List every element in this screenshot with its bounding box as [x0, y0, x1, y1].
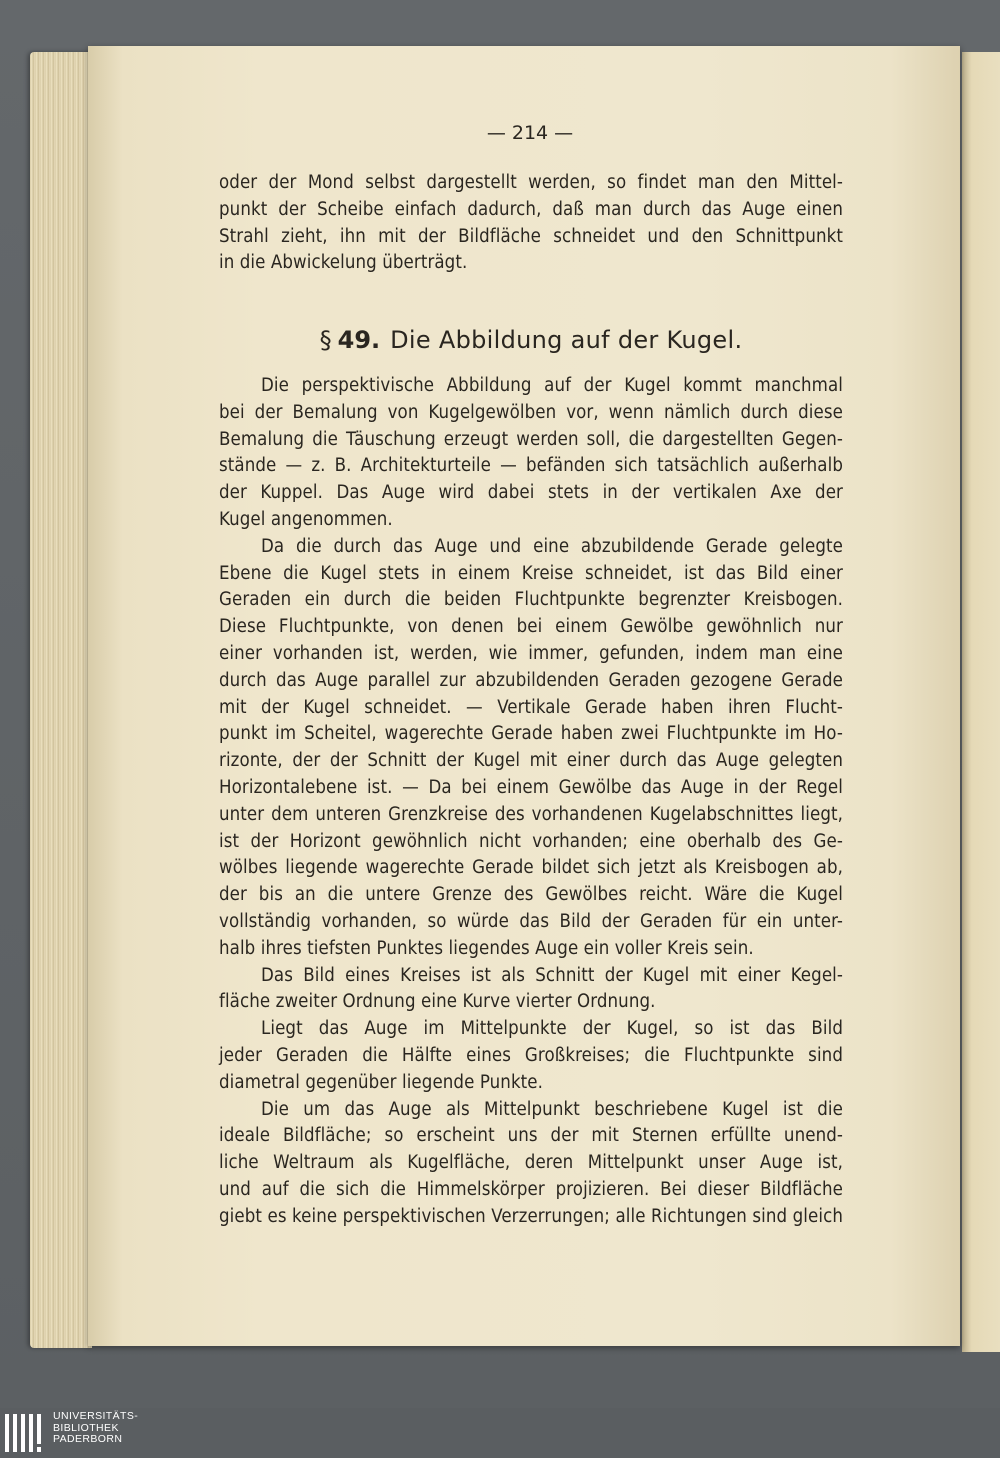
text-line: Strahl zieht, ihn mit der Bildfläche schneidet und den Schnittpunkt — [219, 225, 843, 247]
text-line: punkt der Scheibe einfach dadurch, daß man durch das Auge einen — [219, 198, 843, 220]
top-paragraph — [219, 170, 843, 277]
library-logo-icon — [5, 1414, 45, 1452]
text-line: der bis an die untere Grenze des Gewölbes reicht. Wäre die Kugel — [219, 884, 843, 906]
logo-line: BIBLIOTHEK — [53, 1421, 119, 1434]
text-line: bei der Bemalung von Kugelgewölben vor, wenn nämlich durch diese — [219, 401, 843, 423]
text-line: diametral gegenüber liegende Punkte. — [219, 1071, 544, 1093]
text-line: jeder Geraden die Hälfte eines Großkreises; die Fluchtpunkte sind — [219, 1044, 843, 1066]
text-line: mit der Kugel schneidet. — Vertikale Gerade haben ihren Flucht- — [219, 696, 843, 718]
text-line: stände — z. B. Architekturteile — befänden sich tatsächlich außerhalb — [219, 455, 843, 477]
facing-page-edge — [962, 52, 1000, 1352]
text-line: Da die durch das Auge und eine abzubildende Gerade gelegte — [261, 535, 843, 557]
text-line: Die perspektivische Abbildung auf der Kugel kommt manchmal — [261, 375, 843, 396]
text-line: halb ihres tiefsten Punktes liegendes Auge ein voller Kreis sein. — [219, 937, 754, 959]
section-title: Die Abbildung auf der Kugel. — [390, 326, 743, 354]
text-line: Horizontalebene ist. — Da bei einem Gewölbe das Auge in der Regel — [219, 776, 843, 798]
text-line: unter dem unteren Grenzkreise des vorhandenen Kugelabschnittes liegt, — [219, 803, 843, 825]
body-text — [219, 373, 843, 1231]
text-line: rizonte, der der Schnitt der Kugel mit einer durch das Auge gelegten — [219, 750, 843, 772]
text-line: ideale Bildfläche; so erscheint uns der mit Sternen erfüllte unend- — [219, 1125, 843, 1147]
text-line: punkt im Scheitel, wagerechte Gerade haben zwei Fluchtpunkte im Ho- — [219, 723, 843, 745]
text-line: liche Weltraum als Kugelfläche, deren Mittelpunkt unser Auge ist, — [219, 1152, 843, 1174]
section-sign: § — [319, 326, 332, 354]
text-line: Kugel angenommen. — [219, 508, 393, 530]
text-line: Ebene die Kugel stets in einem Kreise schneidet, ist das Bild einer — [219, 562, 843, 584]
text-line: vollständig vorhanden, so würde das Bild der Geraden für ein unter- — [219, 910, 843, 932]
text-line: Bemalung die Täuschung erzeugt werden soll, die dargestellten Gegen- — [219, 428, 843, 450]
section-number: 49. — [337, 326, 381, 354]
text-line: einer vorhanden ist, werden, wie immer, gefunden, indem man eine — [219, 642, 843, 664]
library-footer-bar — [0, 1408, 1000, 1458]
logo-line: PADERBORN — [53, 1433, 123, 1445]
text-line: Diese Fluchtpunkte, von denen bei einem Gewölbe gewöhnlich nur — [219, 616, 843, 638]
text-line: oder der Mond selbst dargestellt werden, so findet man den Mittel- — [219, 172, 843, 193]
text-line: Geraden ein durch die beiden Fluchtpunkte begrenzter Kreisbogen. — [219, 589, 843, 611]
text-line: Die um das Auge als Mittelpunkt beschriebene Kugel ist die — [261, 1098, 843, 1120]
text-line: wölbes liegende wagerechte Gerade bildet sich jetzt als Kreisbogen ab, — [219, 857, 843, 879]
text-line: und auf die sich die Himmelskörper projizieren. Bei dieser Bildfläche — [219, 1178, 843, 1200]
text-line: Liegt das Auge im Mittelpunkte der Kugel, so ist das Bild — [261, 1018, 843, 1040]
library-logo-text — [53, 1411, 138, 1446]
text-line: in die Abwickelung überträgt. — [219, 252, 468, 274]
text-line: fläche zweiter Ordnung eine Kurve vierter Ordnung. — [219, 991, 656, 1013]
text-line: durch das Auge parallel zur abzubildenden Geraden gezogene Gerade — [219, 669, 843, 691]
text-line: ist der Horizont gewöhnlich nicht vorhanden; eine oberhalb des Ge- — [219, 830, 843, 852]
book-page-edges — [30, 52, 92, 1348]
text-line: der Kuppel. Das Auge wird dabei stets in der vertikalen Axe der — [219, 482, 843, 504]
logo-line: UNIVERSITÄTS- — [53, 1410, 139, 1422]
text-line: Das Bild eines Kreises ist als Schnitt der Kugel mit einer Kegel- — [261, 964, 843, 986]
section-heading — [219, 326, 843, 354]
page-number: — 214 — — [486, 122, 574, 144]
text-line: giebt es keine perspektivischen Verzerrungen; alle Richtungen sind gleich — [219, 1205, 843, 1227]
